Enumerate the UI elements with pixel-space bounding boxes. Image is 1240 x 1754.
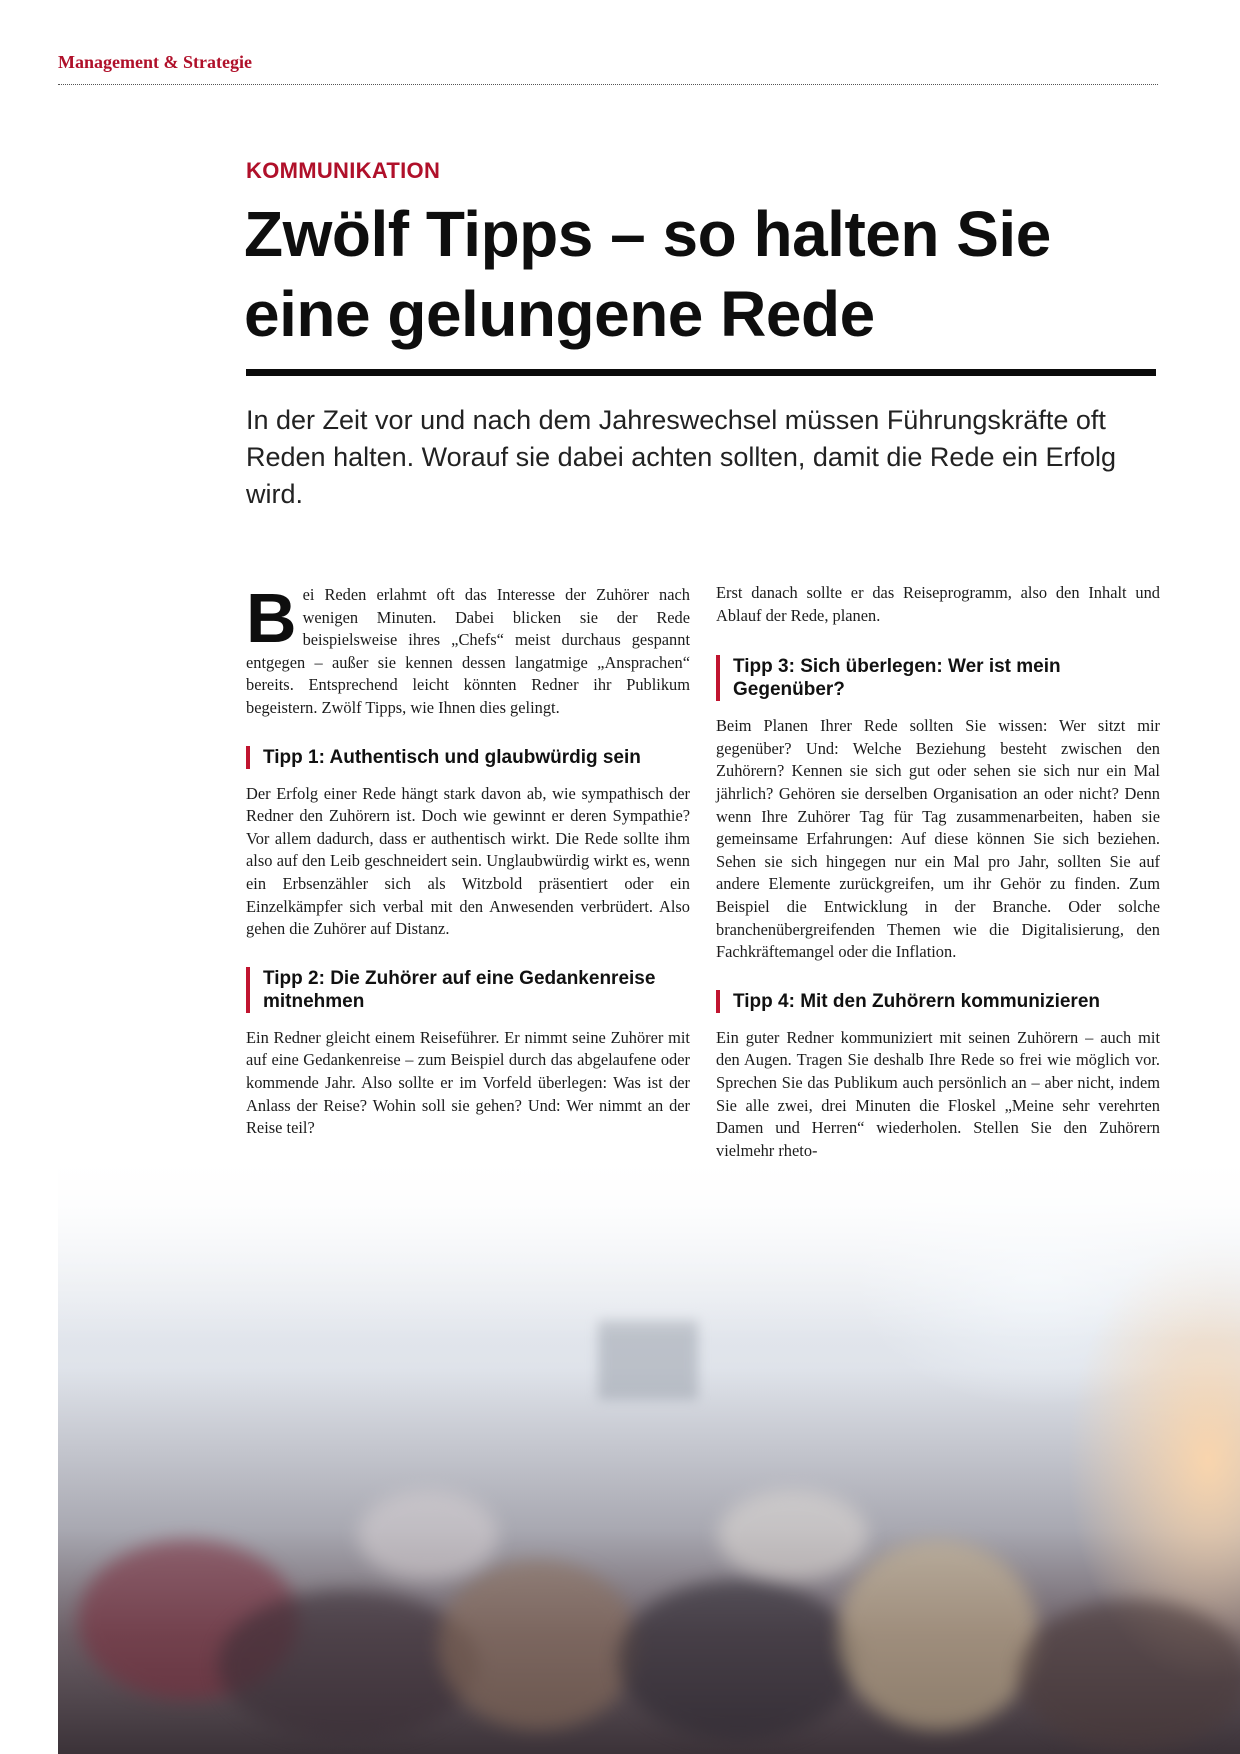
photo-blur-shape: [838, 1540, 1038, 1730]
tip3-heading: Tipp 3: Sich überlegen: Wer ist mein Gegenüber?: [716, 655, 1160, 701]
tip4-text: Ein guter Redner kommuniziert mit seinen Zuhörern – auch mit den Augen. Tragen Sie deshalb Ihre Rede so frei wie möglich vor. Sprechen Sie das Publikum auch persönlich an – aber nicht, indem Sie alle zwei, drei Minuten die Floskel „Meine sehr verehrten Damen und Herren“ wiederholen. Stellen Sie den Zuhörern vielmehr rheto-: [716, 1027, 1160, 1160]
tip2-continuation: Erst danach sollte er das Reiseprogramm, also den Inhalt und Ablauf der Rede, planen.: [716, 583, 1160, 625]
running-head: Management & Strategie: [58, 52, 252, 72]
tip2-text: Ein Redner gleicht einem Reiseführer. Er nimmt seine Zuhörer mit auf eine Gedankenreise – zum Beispiel durch das abgelaufene oder kommende Jahr. Also sollte er im Vorfeld überlegen: Was ist der Anlass der Reise? Wohin soll sie gehen? Und: Wer nimmt an der Reise teil?: [246, 1027, 690, 1138]
article-intro: In der Zeit vor und nach dem Jahreswechsel müssen Führungskräfte oft Reden halten. Worauf sie dabei achten sollten, damit die Rede ein Erfolg wird.: [246, 405, 1117, 509]
tip3-text: Beim Planen Ihrer Rede sollten Sie wissen: Wer sitzt mir gegenüber? Und: Welche Beziehung besteht zwischen den Zuhörern? Kennen sie sich gut oder sehen sie sich nur ein Mal jährlich? Gehören sie derselben Organisation an oder nicht? Denn wenn Ihre Zuhörer Tag für Tag zusammenarbeiten, haben sie gemeinsame Erfahrungen: Auf diese können Sie sich beziehen. Sehen sie sich hingegen nur ein Mal pro Jahr, sollten Sie auf andere Elemente zurückgreifen, um ihr Gehör zu finden. Zum Beispiel die Entwicklung in der Branche. Oder solche branchenübergreifenden Themen wie die Digitalisierung, den Fachkräftemangel oder die Inflation.: [716, 716, 1160, 962]
lead-paragraph: [246, 579, 690, 720]
column-left: [246, 579, 690, 1140]
photo-blur-shape: [718, 1490, 868, 1580]
column-right: [716, 582, 1160, 1162]
photo-blur-shape: [358, 1490, 498, 1580]
article-kicker: KOMMUNIKATION: [246, 158, 441, 183]
tip2-heading: Tipp 2: Die Zuhörer auf eine Gedankenreise mitnehmen: [246, 967, 690, 1013]
tip4-heading: Tipp 4: Mit den Zuhörern kommunizieren: [716, 990, 1160, 1013]
lead-text: ei Reden erlahmt oft das Interesse der Zuhörer nach wenigen Minuten. Dabei blicken sie der Rede beispielsweise ihres „Chefs“ meist durchaus gespannt entgegen – außer sie kennen dessen langatmige „Ansprachen“ bereits. Entsprechend leicht könnten Redner ihr Publikum begeistern. Zwölf Tipps, wie Ihnen dies gelingt.: [246, 585, 690, 717]
photo-blur-shape: [438, 1560, 638, 1730]
header-dotted-rule: [58, 84, 1158, 85]
article-title: [244, 194, 1144, 354]
tip1-heading: Tipp 1: Authentisch und glaubwürdig sein: [246, 746, 690, 769]
tip1-text: Der Erfolg einer Rede hängt stark davon ab, wie sympathisch der Redner den Zuhörern ist. Doch wie gewinnt er deren Sympathie? Vor allem dadurch, dass er authentisch wirkt. Die Rede sollte ihm also auf den Leib geschneidert sein. Unglaubwürdig wirkt es, wenn ein Erbsenzähler sich als Witzbold präsentiert oder ein Einzelkämpfer sich verbal mit den Anwesenden verbrüdert. Also gehen die Zuhörer auf Distanz.: [246, 783, 690, 939]
title-rule: [246, 369, 1156, 376]
photo-blur-shape: [1018, 1600, 1240, 1750]
photo-fade: [58, 1160, 1240, 1340]
drop-cap: B: [246, 579, 297, 657]
article-title-line1: Zwölf Tipps – so halten Sie: [244, 198, 1051, 270]
photo-blur-shape: [218, 1590, 478, 1740]
article-title-line2: eine gelungene Rede: [244, 278, 875, 350]
audience-photo: [58, 1160, 1240, 1754]
photo-blur-shape: [618, 1580, 858, 1740]
